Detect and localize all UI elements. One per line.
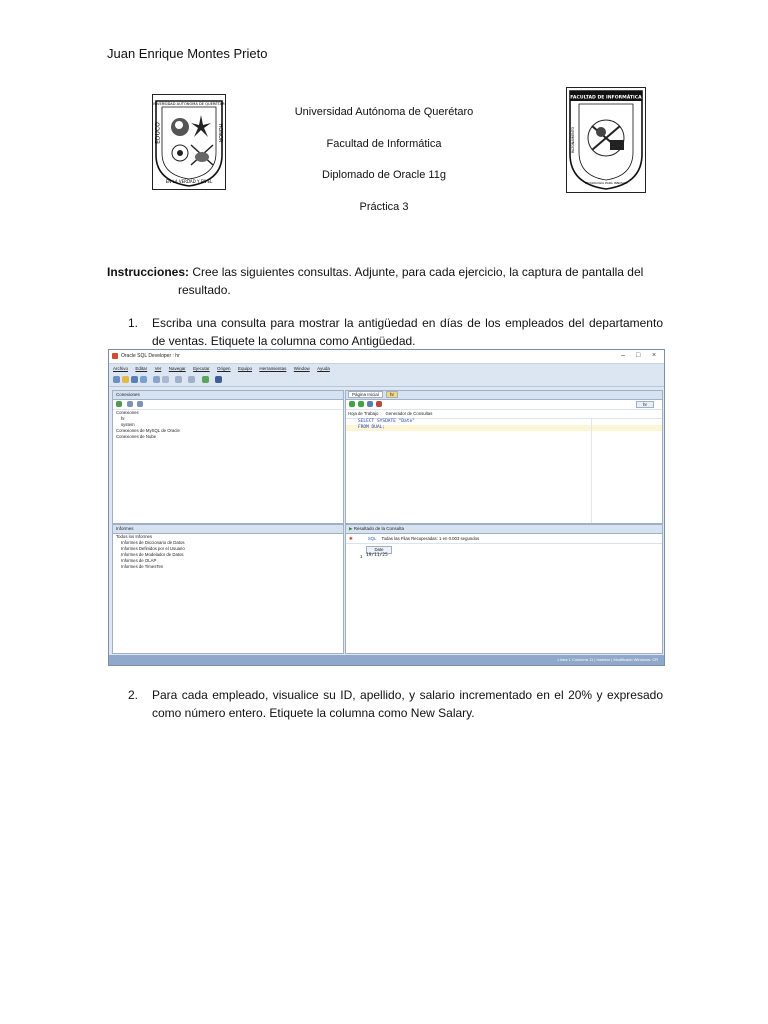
svg-text:EDUCO: EDUCO: [154, 122, 162, 144]
connections-panel: [112, 390, 344, 524]
window-title: Oracle SQL Developer : hr: [121, 353, 180, 359]
tree-item-mysql[interactable]: Conexiones de MySQL de Oracle: [116, 428, 180, 433]
refresh-icon[interactable]: [127, 401, 133, 407]
university-seal-icon: [153, 95, 225, 189]
instructions-line-1: Cree las siguientes consultas. Adjunte, para cada ejercicio, la captura de pantalla del: [192, 265, 644, 279]
results-toolbar: [346, 534, 662, 544]
results-tab-icon: ▶: [349, 526, 353, 531]
reports-panel-title: Informes: [113, 525, 343, 534]
tree-item-hr[interactable]: hr: [121, 416, 125, 421]
status-bar: [109, 655, 664, 665]
report-user-defined[interactable]: Informes Definidos por el Usuario: [121, 546, 185, 551]
results-grid: [346, 544, 662, 644]
course-name: Diplomado de Oracle 11g: [322, 169, 446, 181]
menu-herramientas[interactable]: Herramientas: [259, 366, 287, 371]
worksheet-tabs: [346, 410, 662, 419]
exercise-number: 2.: [128, 688, 139, 702]
menu-ejecutar[interactable]: Ejecutar: [193, 366, 210, 371]
status-text: Línea 1 Columna 11 | Insertar | Modificado Windows: CR: [557, 657, 658, 662]
exercise-number: 1.: [128, 316, 139, 330]
tree-item-system[interactable]: system: [121, 422, 135, 427]
university-name: Universidad Autónoma de Querétaro: [294, 106, 474, 118]
filter-icon[interactable]: [137, 401, 143, 407]
menu-navegar[interactable]: Navegar: [168, 366, 186, 371]
report-timesten[interactable]: Informes de TimesTen: [121, 564, 164, 569]
faculty-logo: [566, 87, 646, 193]
main-toolbar: [109, 374, 664, 387]
row-number: 1: [360, 554, 363, 559]
search-icon[interactable]: [215, 376, 222, 383]
exercise-2: [128, 686, 663, 722]
faculty-seal-icon: [567, 88, 645, 192]
results-status: Todas las Filas Recuperadas: 1 en 0.003 segundos: [381, 536, 480, 541]
editor-panel: [345, 390, 663, 524]
row-value: 19/11/25: [366, 553, 388, 558]
svg-text:FACULTAD DE INFORMÁTICA: FACULTAD DE INFORMÁTICA: [570, 95, 642, 101]
results-panel: [345, 524, 663, 654]
report-all[interactable]: Todos los Informes: [116, 534, 153, 539]
svg-text:RAZONAMIENTO: RAZONAMIENTO: [571, 126, 575, 154]
instructions-label: Instrucciones:: [107, 265, 190, 279]
sql-developer-screenshot: [108, 349, 665, 666]
menu-editar[interactable]: Editar: [135, 366, 148, 371]
cut-icon[interactable]: [153, 376, 160, 383]
exercise-1: [128, 314, 663, 350]
report-olap[interactable]: Informes de OLAP: [121, 558, 157, 563]
university-logo: [152, 94, 226, 190]
exercise-text: Escriba una consulta para mostrar la antigüedad en días de los empleados del departamento de ventas. Etiquete la columna como Antigüedad.: [152, 316, 663, 348]
commit-icon[interactable]: [367, 401, 373, 407]
connection-selector[interactable]: hr: [636, 401, 654, 408]
report-data-modeler[interactable]: Informes de Modelador de Datos: [121, 552, 184, 557]
sql-line-2: FROM DUAL;: [358, 425, 386, 430]
tab-worksheet[interactable]: Hoja de Trabajo: [348, 411, 379, 416]
report-dictionary[interactable]: Informes de Diccionario de Datos: [121, 540, 185, 545]
sql-line-1: SELECT SYSDATE "Date": [358, 419, 415, 424]
practice-title: Práctica 3: [359, 201, 409, 213]
menu-bar: [109, 364, 664, 374]
run-icon[interactable]: [202, 376, 209, 383]
author-name: Juan Enrique Montes Prieto: [107, 46, 268, 61]
exercise-text: Para cada empleado, visualice su ID, apellido, y salario incrementado en el 20% y expresado como número entero. Etiquete la columna como New Salary.: [152, 688, 663, 720]
copy-icon[interactable]: [162, 376, 169, 383]
maximize-icon[interactable]: □: [636, 352, 641, 359]
sql-link[interactable]: SQL: [367, 536, 377, 541]
window-titlebar: [109, 350, 664, 364]
svg-text:HONOR: HONOR: [217, 123, 223, 143]
app-icon: [112, 353, 118, 359]
editor-tabs: [346, 391, 662, 400]
back-icon[interactable]: [175, 376, 182, 383]
menu-ver[interactable]: Ver: [154, 366, 162, 371]
pin-icon[interactable]: ✱: [349, 536, 353, 541]
svg-text:EN LA VERDAD Y EN EL: EN LA VERDAD Y EN EL: [165, 179, 213, 184]
sql-editor[interactable]: [346, 419, 662, 523]
results-tab: [346, 525, 662, 534]
instructions: [107, 263, 663, 299]
rollback-icon[interactable]: [376, 401, 382, 407]
svg-text:UNIVERSIDAD AUTÓNOMA DE QUERÉT: UNIVERSIDAD AUTÓNOMA DE QUERÉTARO: [153, 102, 225, 106]
svg-text:TECNOLOGÍA PARA INNOVAR: TECNOLOGÍA PARA INNOVAR: [584, 181, 628, 185]
tab-query-builder[interactable]: Generador de Consultas: [385, 411, 433, 416]
run-script-icon[interactable]: [358, 401, 364, 407]
minimize-icon[interactable]: –: [621, 352, 625, 359]
reports-panel: [112, 524, 344, 654]
run-statement-icon[interactable]: [349, 401, 355, 407]
menu-archivo[interactable]: Archivo: [113, 366, 129, 371]
save-icon[interactable]: [131, 376, 138, 383]
tab-pagina-inicial[interactable]: Página Inicial: [348, 391, 383, 398]
tree-item-conexiones[interactable]: Conexiones: [116, 410, 139, 415]
new-icon[interactable]: [113, 376, 120, 383]
close-icon[interactable]: ×: [652, 352, 657, 359]
tab-hr[interactable]: hr: [386, 391, 398, 398]
editor-toolbar: [346, 400, 662, 410]
open-icon[interactable]: [122, 376, 129, 383]
forward-icon[interactable]: [188, 376, 195, 383]
column-header-date[interactable]: Date: [366, 546, 392, 554]
save-all-icon[interactable]: [140, 376, 147, 383]
menu-origen[interactable]: Origen: [217, 366, 231, 371]
connections-toolbar: [113, 400, 343, 410]
menu-ayuda[interactable]: Ayuda: [317, 366, 330, 371]
menu-window[interactable]: Window: [293, 366, 310, 371]
add-connection-icon[interactable]: [116, 401, 122, 407]
results-tab-label[interactable]: Resultado de la Consulta: [353, 526, 405, 531]
instructions-line-2: resultado.: [178, 283, 231, 297]
tree-item-nube[interactable]: Conexiones de Nube: [116, 434, 157, 439]
connections-panel-title: Conexiones: [113, 391, 343, 400]
menu-equipo[interactable]: Equipo: [237, 366, 252, 371]
faculty-name: Facultad de Informática: [326, 138, 442, 150]
